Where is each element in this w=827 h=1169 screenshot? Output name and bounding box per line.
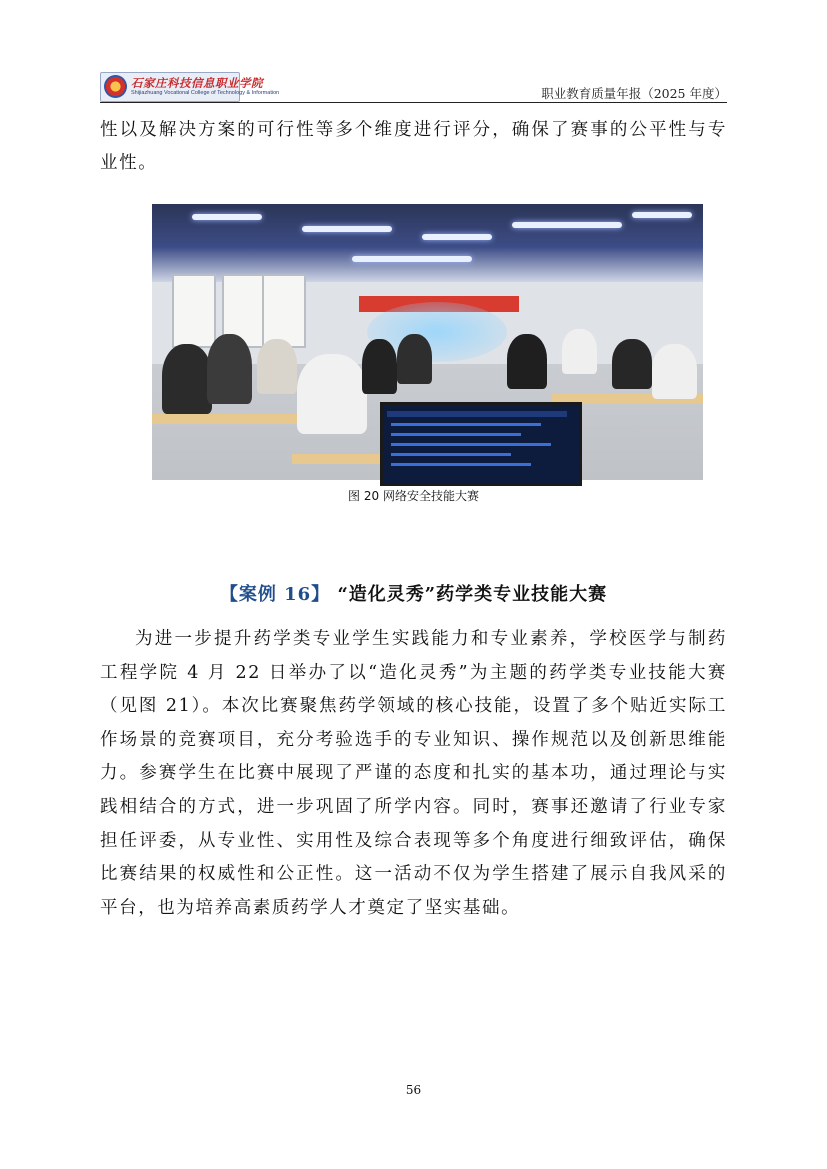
scoreboard-monitor: [380, 402, 582, 486]
college-logo: [100, 72, 280, 102]
case-paragraph: 为进一步提升药学类专业学生实践能力和专业素养，学校医学与制药工程学院 4 月 22 日举办了以“造化灵秀”为主题的药学类专业技能大赛（见图 21）。本次比赛聚焦药学领域的核心技能，设置了多个贴近实际工作场景的竞赛项目，充分考验选手的专业知识、操作规范以及创新思维能力。参赛学生在比赛中展现了严谨的态度和扎实的基本功，通过理论与实践相结合的方式，进一步巩固了所学内容。同时，赛事还邀请了行业专家担任评委，从专业性、实用性及综合表现等多个角度进行细致评估，确保比赛结果的权威性和公正性。这一活动不仅为学生搭建了展示自我风采的平台，也为培养高素质药学人才奠定了坚实基础。: [100, 629, 727, 918]
college-seal-icon: [104, 75, 127, 98]
logo-text: 石家庄科技信息职业学院: [131, 76, 263, 90]
case-title: “造化灵秀”药学类专业技能大赛: [337, 584, 608, 605]
ceiling: [152, 204, 703, 282]
case-heading: [0, 580, 827, 606]
logo-subtext: Shijiazhuang Vocational College of Technology & Information: [131, 90, 280, 96]
case-label: 【案例 16】: [219, 584, 331, 605]
header-divider: [100, 102, 727, 103]
continuation-paragraph: 性以及解决方案的可行性等多个维度进行评分，确保了赛事的公平性与专业性。: [100, 120, 727, 173]
page-header: [100, 68, 727, 102]
page-number: 56: [405, 1083, 422, 1097]
figure-caption: 图 20 网络安全技能大赛: [348, 489, 479, 503]
figure-photo: [152, 204, 703, 480]
report-title: 职业教育质量年报（2025 年度）: [541, 86, 727, 101]
